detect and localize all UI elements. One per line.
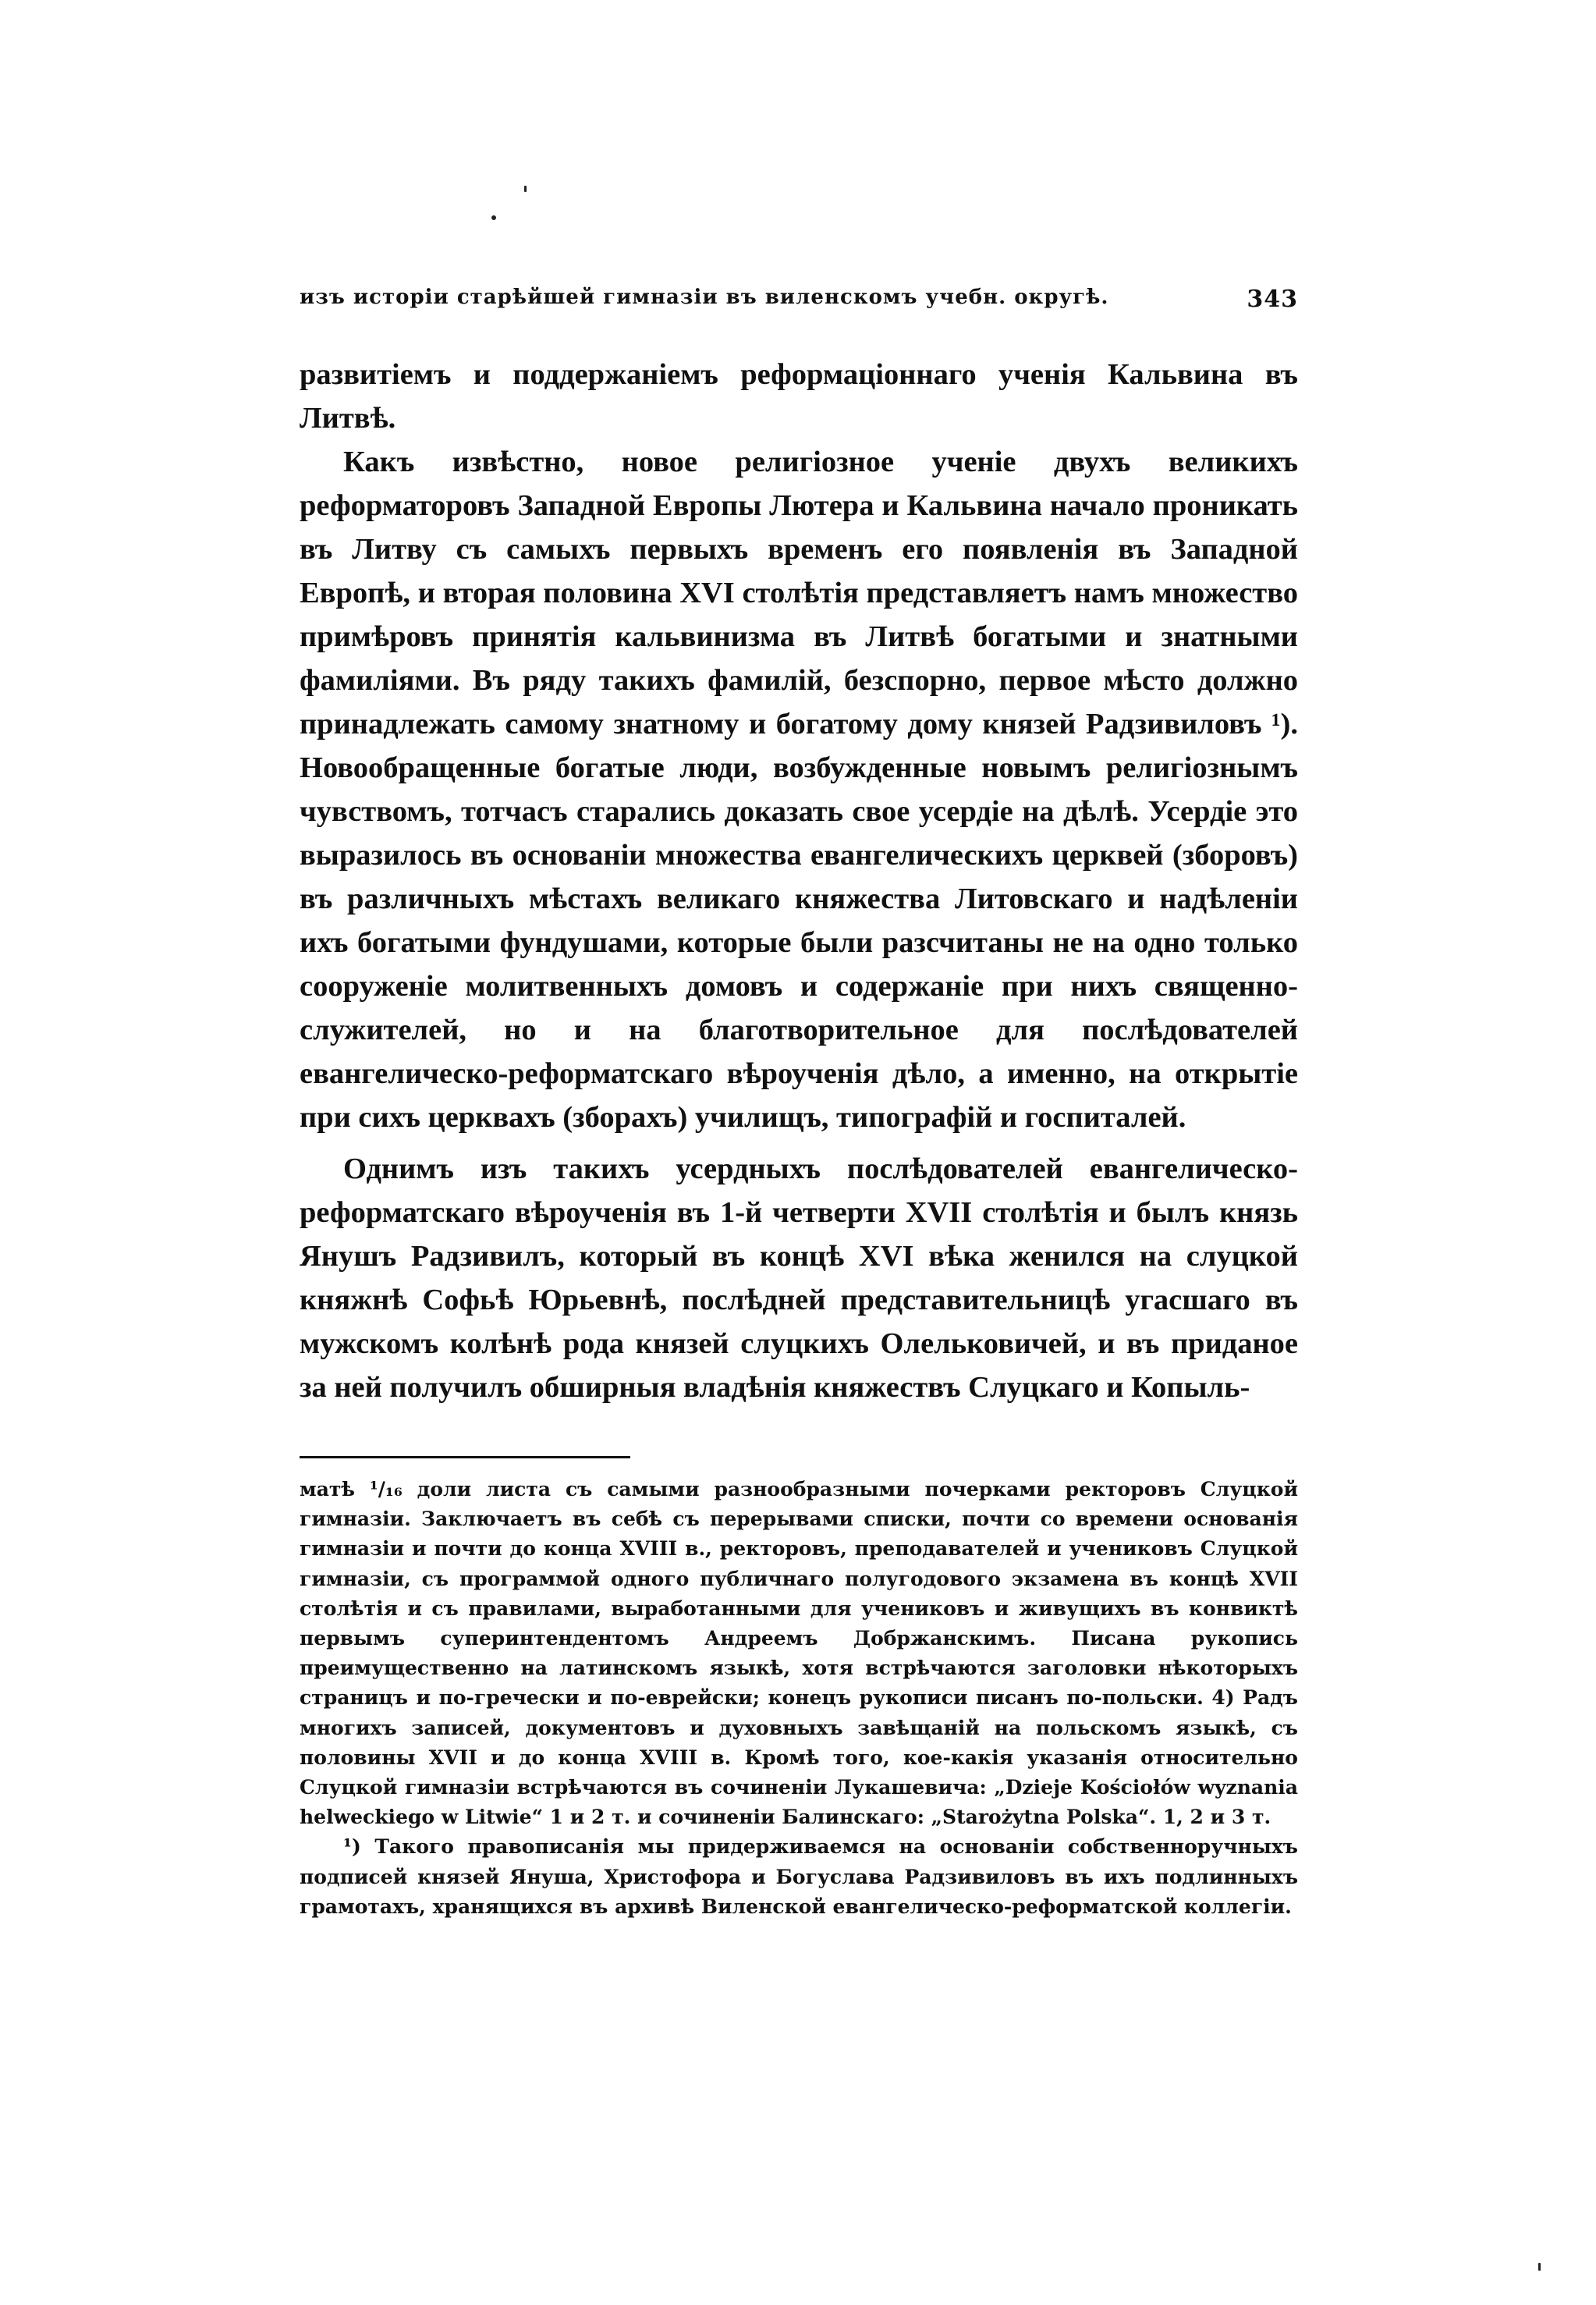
paragraph-1: развитіемъ и поддержаніемъ реформаціоннаго ученія Кальвина въ Литвѣ. xyxy=(300,358,1298,435)
scan-speck xyxy=(1538,2263,1541,2271)
running-title: изъ исторіи старѣйшей гимназіи въ виленскомъ учебн. округѣ. xyxy=(300,286,1109,309)
scan-speck xyxy=(524,186,527,192)
paragraph-3: Однимъ изъ такихъ усердныхъ послѣдователей евангелическо-реформатскаго вѣроученія въ 1-й четверти XVII столѣтія и былъ князь Янушъ Радзивилъ, который въ концѣ XVI вѣка женился на слуцкой княжнѣ Софьѣ Юрьевнѣ, послѣдней представительницѣ угасшаго въ мужскомъ колѣнѣ рода князей слуцкихъ Олельковичей, и въ приданое за ней получилъ обширныя владѣнія княжествъ Слуцкаго и Копыль- xyxy=(300,1152,1298,1404)
page-number: 343 xyxy=(1247,286,1298,313)
paragraph-2: Какъ извѣстно, новое религіозное ученіе двухъ великихъ реформаторовъ Западной Европы Лютера и Кальвина начало проникать въ Литву съ самыхъ первыхъ временъ его появленія въ Западной Европѣ, и вторая половина XVI столѣтія представляетъ намъ множество примѣровъ принятія кальвинизма въ Литвѣ богатыми и знатными фамиліями. Въ ряду такихъ фамилій, безспорно, первое мѣсто должно принадлежать самому знатному и богатому дому князей Радзивиловъ ¹). Новообращенные богатые люди, возбужденные новымъ религіознымъ чувствомъ, тотчасъ старались доказать свое усердіе на дѣлѣ. Усердіе это выразилось въ основаніи множества евангелическихъ церквей (зборовъ) въ различныхъ мѣстахъ великаго княжества Литовскаго и надѣленіи ихъ богатыми фундушами, которые были разсчитаны не на одно только сооруженіе молитвенныхъ домовъ и содержаніе при нихъ священно-служителей, но и на благотворительное для послѣдователей евангелическо-реформатскаго вѣроученія дѣло, а именно, на открытіе при сихъ церквахъ (зборахъ) училищъ, типографій и госпиталей. xyxy=(300,446,1298,1134)
footnote-divider xyxy=(300,1456,630,1458)
running-header xyxy=(300,286,1298,320)
footnote-1: ¹) Такого правописанія мы придерживаемся на основаніи собственноручныхъ подписей князей Януша, Христофора и Богуслава Радзивиловъ въ ихъ подлинныхъ грамотахъ, хранящихся въ архивѣ Виленской евангелическо-реформатской коллегіи. xyxy=(300,1835,1298,1918)
footnotes xyxy=(300,1475,1298,1922)
footnote-continuation: матѣ ¹/₁₆ доли листа съ самыми разнообразными почерками ректоровъ Слуцкой гимназіи. Заключаетъ въ себѣ съ перерывами списки, почти со времени основанія гимназіи и почти до конца XVIII в., ректоровъ, преподавателей и учениковъ Слуцкой гимназіи, съ программой одного публичнаго полугодового экзамена въ концѣ XVII столѣтія и съ правилами, выработанными для учениковъ и живущихъ въ конвиктѣ первымъ суперинтендентомъ Андреемъ Добржанскимъ. Писана рукопись преимущественно на латинскомъ языкѣ, хотя встрѣчаются заголовки нѣкоторыхъ страницъ и по-гречески и по-еврейски; конецъ рукописи писанъ по-польски. 4) Радъ многихъ записей, документовъ и духовныхъ завѣщаній на польскомъ языкѣ, съ половины XVII и до конца XVIII в. Кромѣ того, кое-какія указанія относительно Слуцкой гимназіи встрѣчаются въ сочиненіи Лукашевича: „Dzieje Kościołów wyznania helweckiego w Litwie“ 1 и 2 т. и сочиненіи Балинскаго: „Starożytna Polska“. 1, 2 и 3 т. xyxy=(300,1478,1298,1829)
main-text xyxy=(300,353,1298,1409)
scan-speck xyxy=(491,215,496,220)
